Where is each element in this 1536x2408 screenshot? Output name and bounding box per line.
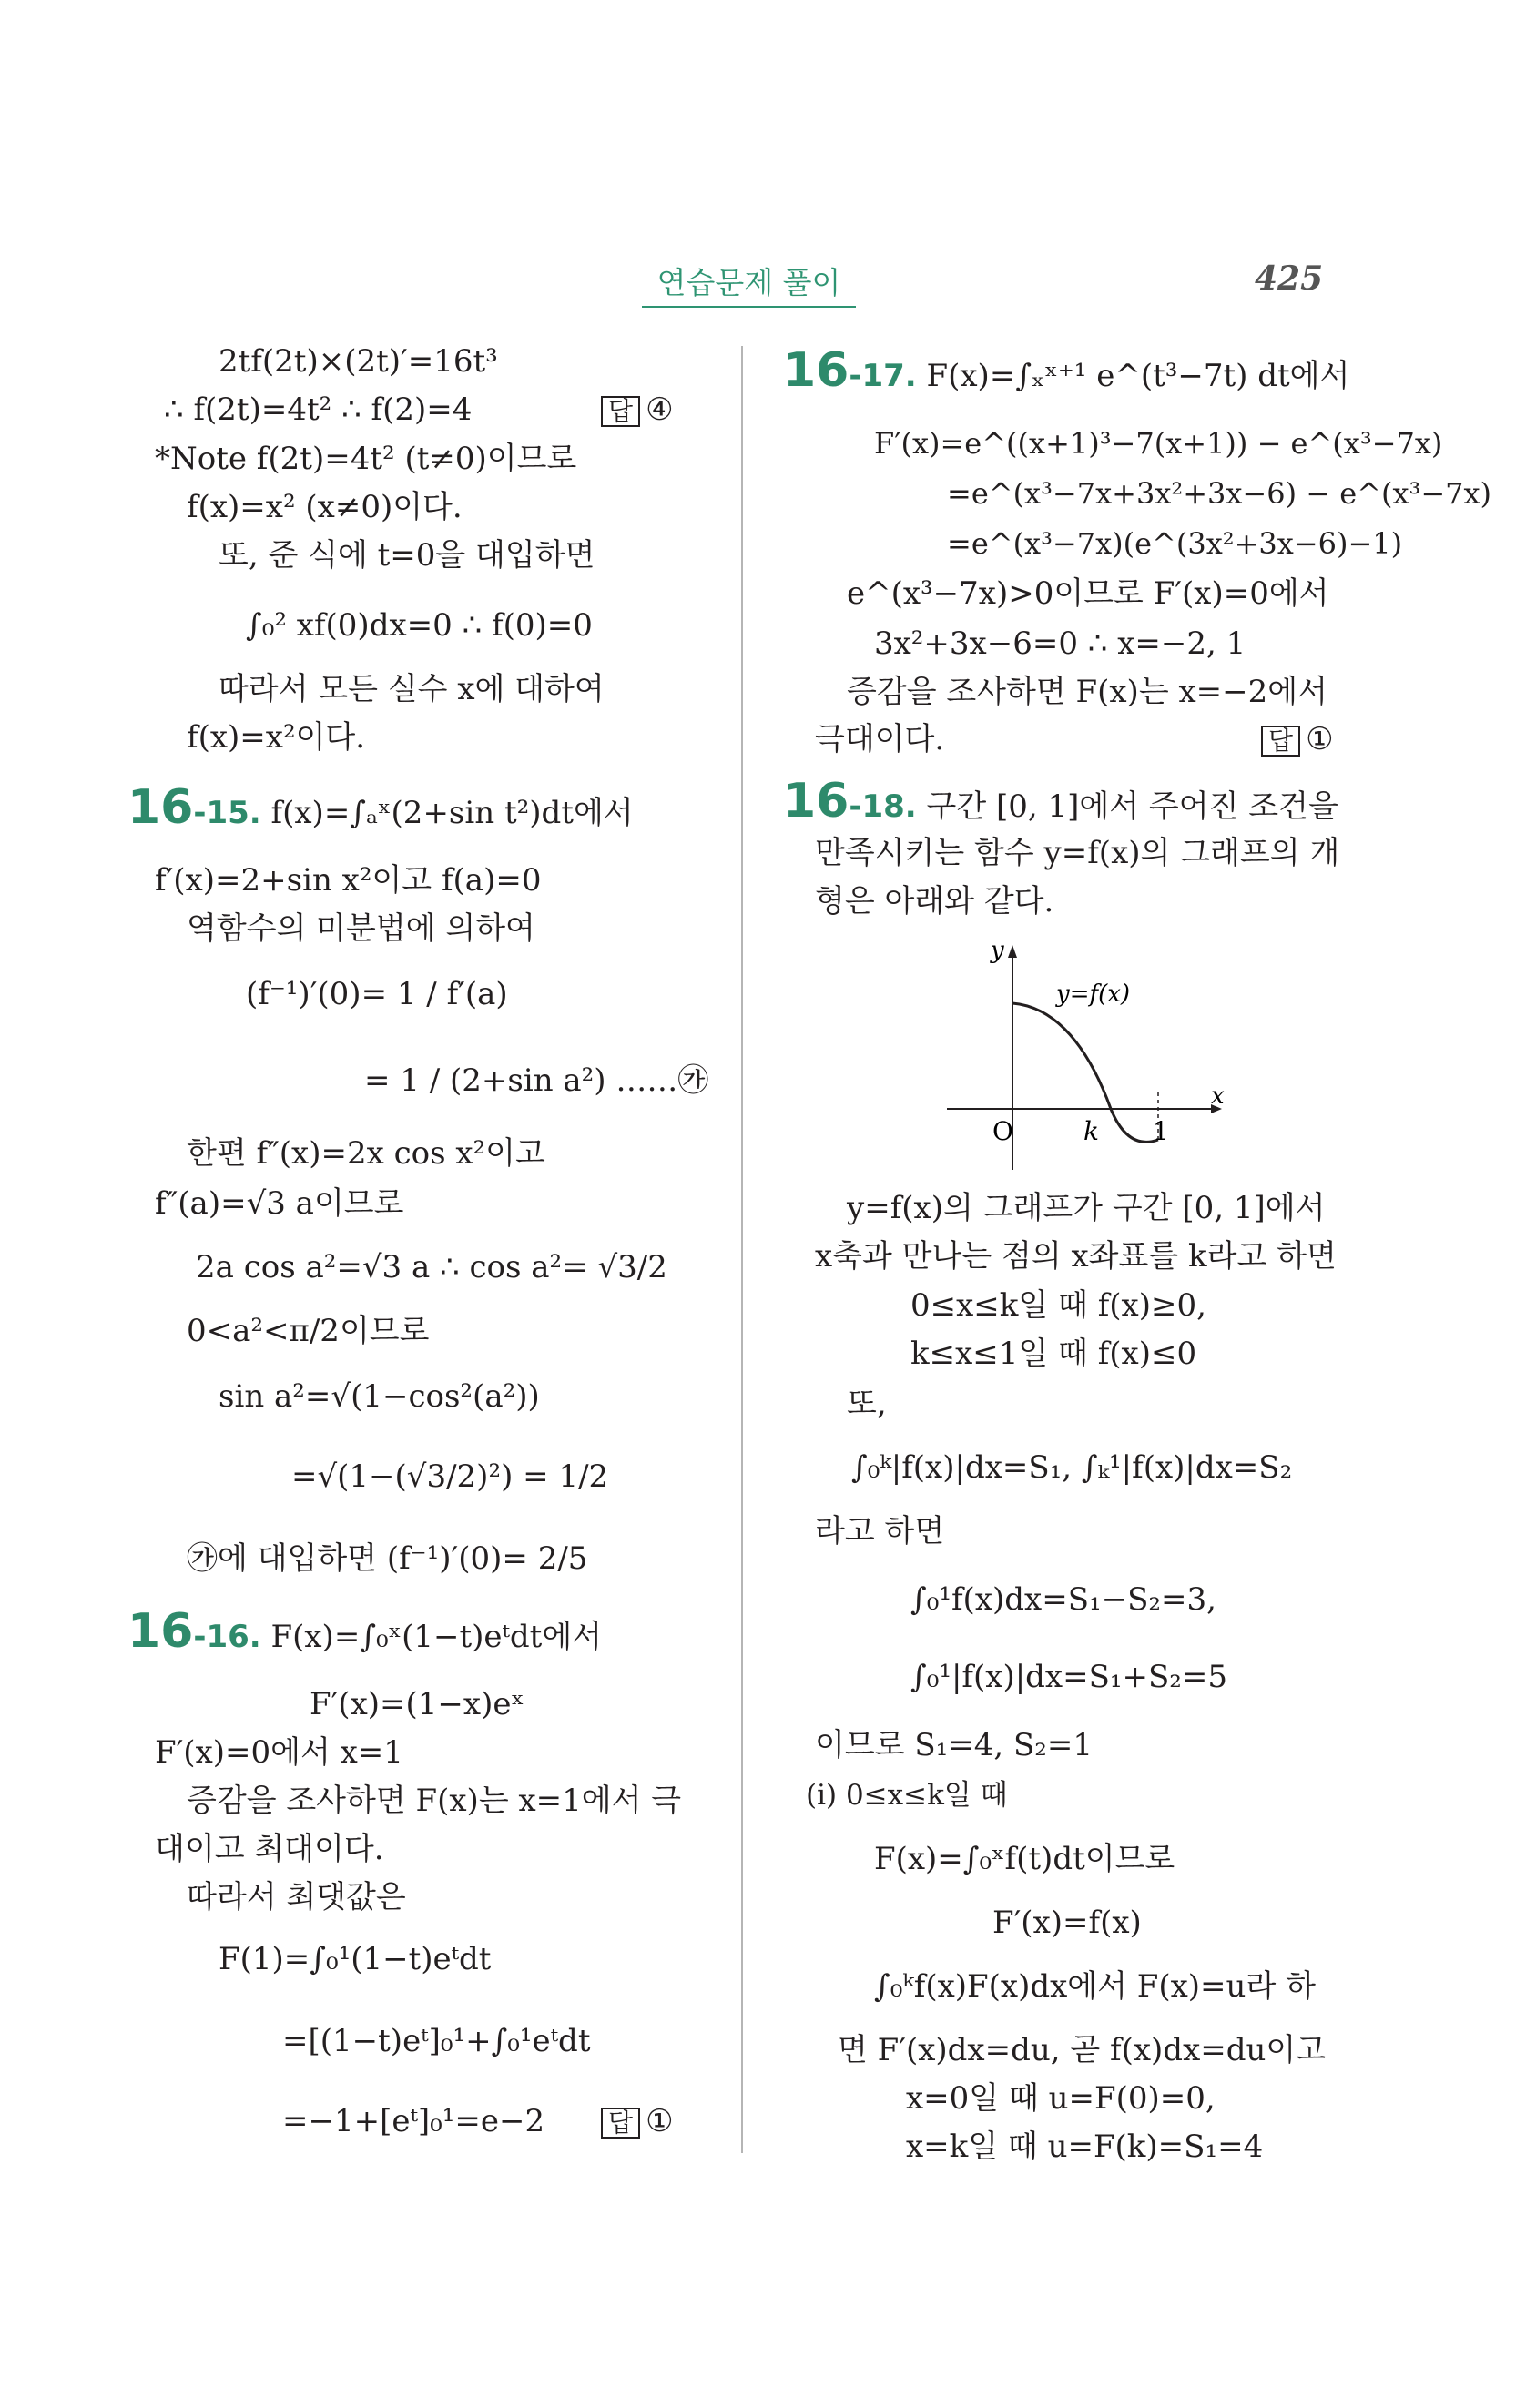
text-line: =−1+[eᵗ]₀¹=e−2 답 ① — [282, 2103, 674, 2139]
answer-label — [601, 2101, 674, 2141]
text-line: 한편 f″(x)=2x cos x²이고 — [187, 1135, 545, 1172]
text-line: f(x)=x² (x≠0)이다. — [187, 489, 463, 525]
answer-choice: ① — [646, 2103, 674, 2139]
text-line: y=f(x)의 그래프가 구간 [0, 1]에서 — [847, 1190, 1326, 1226]
page-header — [0, 259, 1536, 305]
problem-number: 16-16. — [127, 1604, 261, 1659]
text-line: 2tf(2t)×(2t)′=16t³ — [219, 343, 498, 380]
origin-label: O — [992, 1116, 1013, 1146]
math-line: F(x)=∫₀ˣf(t)dt이므로 — [874, 1841, 1175, 1877]
y-axis-label: y — [991, 938, 1004, 964]
text-line: 만족시키는 함수 y=f(x)의 그래프의 개 — [815, 835, 1340, 871]
problem-16-15-heading: 16-15. f(x)=∫ₐˣ(2+sin t²)dt에서 — [127, 780, 634, 835]
math-line: F′(x)=e^((x+1)³−7(x+1)) − e^(x³−7x) — [874, 426, 1443, 461]
page-number: 425 — [1255, 259, 1324, 298]
math-line: = 1 / (2+sin a²) ……㉮ — [364, 1062, 709, 1099]
case-line: (i) 0≤x≤k일 때 — [806, 1779, 1008, 1812]
answer-box: 답 — [601, 396, 640, 427]
math-line: k≤x≤1일 때 f(x)≤0 — [910, 1336, 1197, 1372]
math-line: 2a cos a²=√3 a ∴ cos a²= √3/2 — [196, 1249, 667, 1285]
problem-16-18-heading: 16-18. 구간 [0, 1]에서 주어진 조건을 — [783, 774, 1338, 828]
text-line: 역함수의 미분법에 의하여 — [187, 910, 535, 947]
text-line: x축과 만나는 점의 x좌표를 k라고 하면 — [815, 1238, 1337, 1275]
text-line: 또, 준 식에 t=0을 대입하면 — [219, 537, 595, 574]
text-line: 이므로 S₁=4, S₂=1 — [815, 1727, 1094, 1763]
text-line: 증감을 조사하면 F(x)는 x=1에서 극 — [187, 1783, 682, 1819]
text-line: F′(x)=0에서 x=1 — [155, 1734, 403, 1771]
answer-choice: ① — [1306, 721, 1334, 757]
math-line: x=0일 때 u=F(0)=0, — [906, 2080, 1216, 2117]
math-line: F′(x)=f(x) — [992, 1905, 1142, 1941]
math-line: ∫₀ᵏ|f(x)|dx=S₁, ∫ₖ¹|f(x)|dx=S₂ — [851, 1449, 1293, 1486]
text-line: ㉮에 대입하면 (f⁻¹)′(0)= 2/5 — [187, 1540, 588, 1577]
text-line: 면 F′(x)dx=du, 곧 f(x)dx=du이고 — [838, 2032, 1327, 2068]
text-line: 증감을 조사하면 F(x)는 x=−2에서 — [847, 674, 1327, 710]
math-line: F′(x)=(1−x)eˣ — [310, 1686, 524, 1722]
math-line: F(1)=∫₀¹(1−t)eᵗdt — [219, 1941, 492, 1977]
text-line: 따라서 최댓값은 — [187, 1879, 406, 1915]
text-line: ∴ f(2t)=4t² ∴ f(2)=4 답 ④ — [164, 391, 674, 428]
answer-choice: ④ — [646, 391, 674, 428]
problem-16-17-heading: 16-17. F(x)=∫ₓˣ⁺¹ e^(t³−7t) dt에서 — [783, 343, 1350, 398]
math-line: ∫₀¹|f(x)|dx=S₁+S₂=5 — [910, 1659, 1228, 1695]
text-line: 라고 하면 — [815, 1513, 945, 1549]
math-line: ∫₀² xf(0)dx=0 ∴ f(0)=0 — [246, 607, 593, 644]
math-line: 3x²+3x−6=0 ∴ x=−2, 1 — [874, 625, 1246, 662]
y-axis-arrow — [1008, 945, 1017, 958]
k-label: k — [1083, 1116, 1099, 1146]
problem-number: 16-18. — [783, 774, 917, 828]
answer-box: 답 — [1261, 726, 1300, 757]
text-line: f′(x)=2+sin x²이고 f(a)=0 — [155, 862, 542, 899]
text-line: 0<a²<π/2이므로 — [187, 1313, 430, 1349]
text-line: 형은 아래와 같다. — [815, 883, 1054, 920]
section-title: 연습문제 풀이 — [642, 259, 856, 308]
answer-label — [601, 390, 674, 430]
function-graph — [938, 938, 1229, 1174]
math-line: =[(1−t)eᵗ]₀¹+∫₀¹eᵗdt — [282, 2023, 591, 2059]
math-line: ∫₀¹f(x)dx=S₁−S₂=3, — [910, 1581, 1216, 1618]
problem-16-16-heading: 16-16. F(x)=∫₀ˣ(1−t)eᵗdt에서 — [127, 1604, 603, 1659]
math-line: x=k일 때 u=F(k)=S₁=4 — [906, 2129, 1264, 2165]
math-line: =e^(x³−7x)(e^(3x²+3x−6)−1) — [947, 526, 1403, 561]
math-line: sin a²=√(1−cos²(a²)) — [219, 1378, 540, 1415]
text-line: f″(a)=√3 a이므로 — [155, 1185, 404, 1222]
answer-label — [1261, 719, 1334, 759]
text-line: 극대이다. 답 ① — [815, 721, 1334, 757]
math-line: 0≤x≤k일 때 f(x)≥0, — [910, 1287, 1206, 1324]
problem-number: 16-17. — [783, 343, 917, 398]
problem-number: 16-15. — [127, 780, 261, 835]
math-line: =e^(x³−7x+3x²+3x−6) − e^(x³−7x) — [947, 476, 1492, 511]
text-line: 따라서 모든 실수 x에 대하여 — [219, 671, 605, 707]
column-divider — [741, 346, 743, 2153]
one-label: 1 — [1153, 1116, 1169, 1146]
text-line: 대이고 최대이다. — [155, 1831, 384, 1867]
text-line: e^(x³−7x)>0이므로 F′(x)=0에서 — [847, 575, 1329, 612]
math-line: (f⁻¹)′(0)= 1 / f′(a) — [246, 976, 508, 1012]
x-axis-label: x — [1211, 1082, 1225, 1110]
math-line: =√(1−(√3/2)²) = 1/2 — [291, 1458, 609, 1495]
curve-label: y=f(x) — [1056, 980, 1131, 1008]
answer-box: 답 — [601, 2108, 640, 2139]
text-line: ∫₀ᵏf(x)F(x)dx에서 F(x)=u라 하 — [874, 1968, 1316, 2005]
note-line: *Note f(2t)=4t² (t≠0)이므로 — [155, 441, 577, 477]
text-line: f(x)=x²이다. — [187, 719, 366, 756]
text-line: 또, — [847, 1386, 887, 1422]
